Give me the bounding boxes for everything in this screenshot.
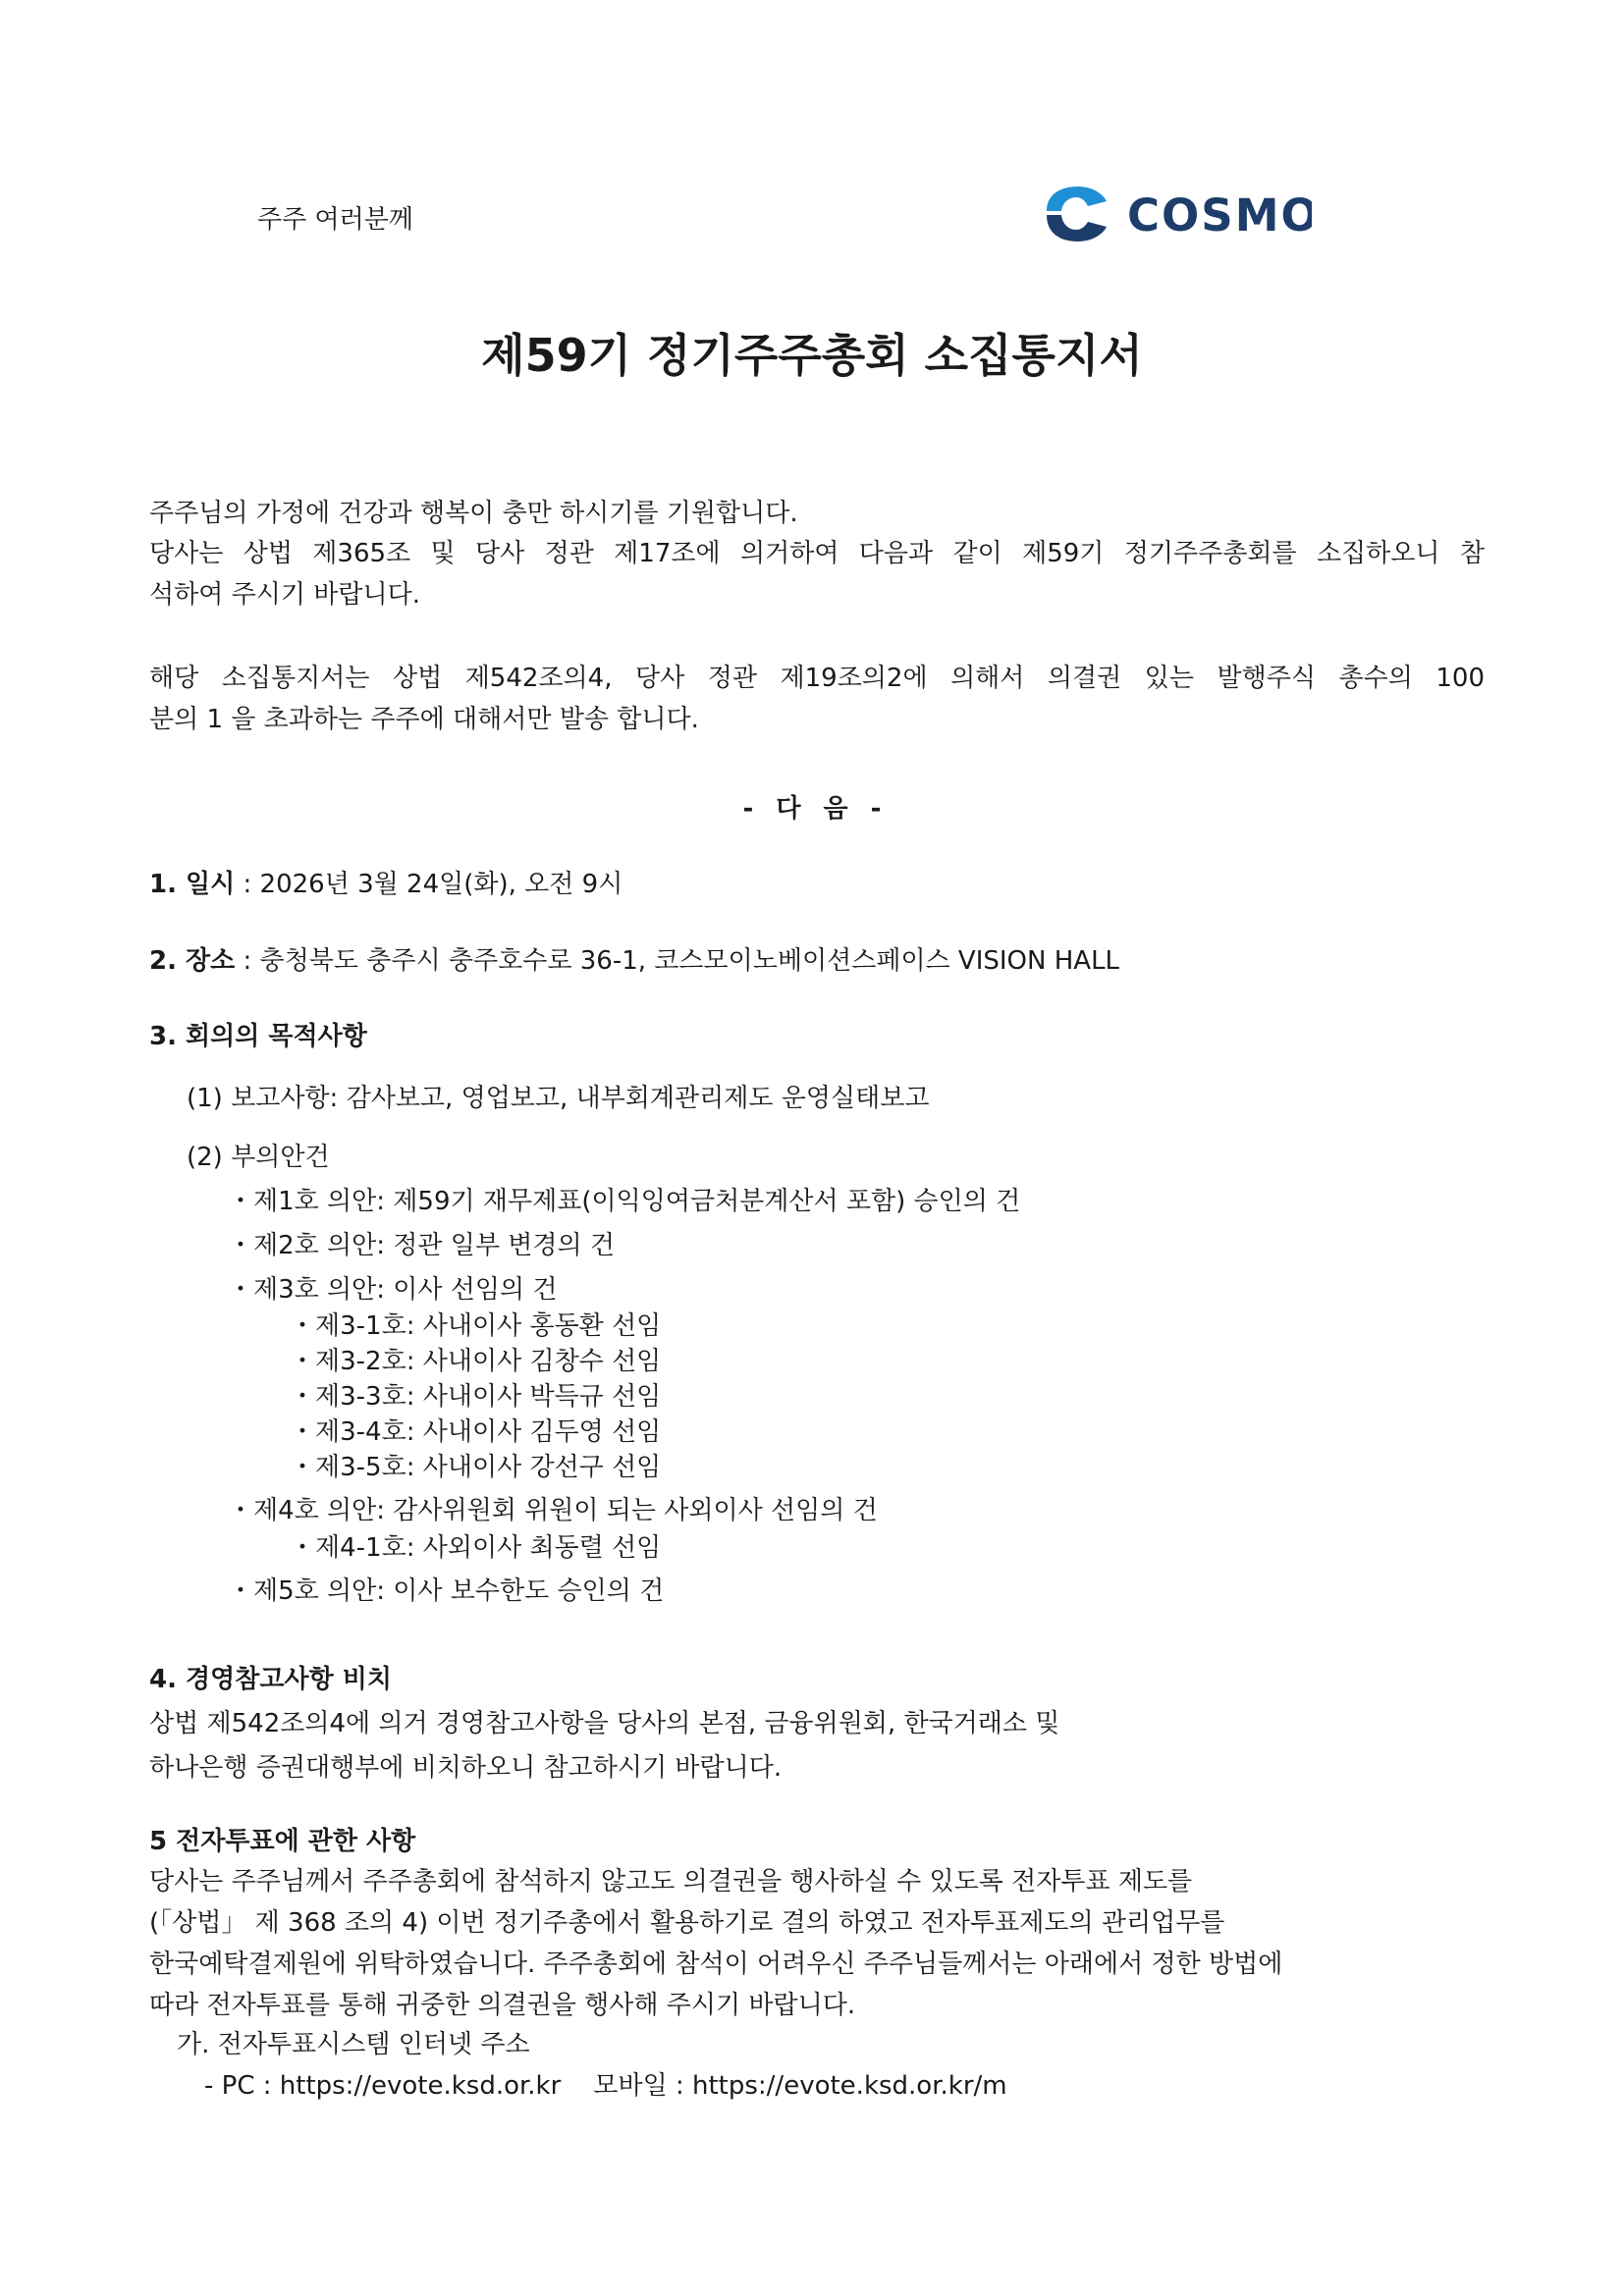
item-3-agenda-heading: (2) 부의안건 (187, 1143, 330, 1172)
item-1-date (149, 864, 623, 900)
item-2-label: 2. 장소 (149, 946, 236, 976)
item-2-value: : 충청북도 충주시 충주호수로 36-1, 코스모이노베이션스페이스 VISION HALL (235, 946, 1120, 976)
page-title: 제59기 정기주주총회 소집통지서 (481, 329, 1143, 382)
intro-line-2: 당사는 상법 제365조 및 당사 정관 제17조에 의거하여 다음과 같이 제59기 정기주주총회를 소집하오니 참 (149, 539, 1485, 568)
item-4-line-1: 상법 제542조의4에 의거 경영참고사항을 당사의 본점, 금융위원회, 한국거래소 및 (149, 1709, 1060, 1738)
item-1-value: : 2026년 3월 24일(화), 오전 9시 (235, 870, 623, 899)
intro-line-4: 해당 소집통지서는 상법 제542조의4, 당사 정관 제19조의2에 의해서 의결권 있는 발행주식 총수의 100 (149, 664, 1485, 693)
separator: - 다 음 - (742, 794, 882, 824)
intro-line-5: 분의 1 을 초과하는 주주에 대해서만 발송 합니다. (149, 705, 699, 734)
logo-text: COSMO (1127, 189, 1312, 241)
item-3-report: (1) 보고사항: 감사보고, 영업보고, 내부회계관리제도 운영실태보고 (187, 1084, 930, 1113)
agenda-sub-item: ・제3-5호: 사내이사 강선구 선임 (290, 1453, 662, 1482)
item-4-heading: 4. 경영참고사항 비치 (149, 1665, 392, 1694)
item-5-sub-a: 가. 전자투표시스템 인터넷 주소 (177, 2030, 530, 2059)
item-5-line-3: 한국예탁결제원에 위탁하였습니다. 주주총회에 참석이 어려우신 주주님들께서는 아래에서 정한 방법에 (149, 1949, 1283, 1979)
salutation: 주주 여러분께 (257, 205, 413, 235)
item-5-line-4: 따라 전자투표를 통해 귀중한 의결권을 행사해 주시기 바랍니다. (149, 1991, 856, 2020)
item-3-heading: 3. 회의의 목적사항 (149, 1022, 367, 1051)
agenda-item: ・제2호 의안: 정관 일부 변경의 건 (228, 1231, 616, 1260)
intro-line-1: 주주님의 가정에 건강과 행복이 충만 하시기를 기원합니다. (149, 499, 798, 528)
agenda-sub-item: ・제4-1호: 사외이사 최동렬 선임 (290, 1533, 662, 1563)
item-2-place (149, 940, 1119, 977)
company-logo (1039, 185, 1312, 243)
item-5-urls: - PC : https://evote.ksd.or.kr 모바일 : https://evote.ksd.or.kr/m (204, 2071, 1007, 2101)
item-5-line-2: (「상법」 제 368 조의 4) 이번 정기주총에서 활용하기로 결의 하였고 전자투표제도의 관리업무를 (149, 1908, 1225, 1938)
agenda-item: ・제4호 의안: 감사위원회 위원이 되는 사외이사 선임의 건 (228, 1496, 878, 1525)
agenda-sub-item: ・제3-3호: 사내이사 박득규 선임 (290, 1382, 662, 1412)
agenda-sub-item: ・제3-4호: 사내이사 김두영 선임 (290, 1417, 662, 1447)
item-4-line-2: 하나은행 증권대행부에 비치하오니 참고하시기 바랍니다. (149, 1753, 783, 1783)
item-5-line-1: 당사는 주주님께서 주주총회에 참석하지 않고도 의결권을 행사하실 수 있도록 전자투표 제도를 (149, 1867, 1193, 1896)
agenda-sub-item: ・제3-2호: 사내이사 김창수 선임 (290, 1347, 662, 1376)
agenda-item: ・제3호 의안: 이사 선임의 건 (228, 1275, 558, 1305)
item-5-heading: 5 전자투표에 관한 사항 (149, 1827, 416, 1856)
item-1-label: 1. 일시 (149, 870, 236, 899)
agenda-item: ・제5호 의안: 이사 보수한도 승인의 건 (228, 1576, 665, 1606)
agenda-item: ・제1호 의안: 제59기 재무제표(이익잉여금처분계산서 포함) 승인의 건 (228, 1187, 1021, 1216)
cosmo-logo-icon (1039, 185, 1312, 243)
agenda-sub-item: ・제3-1호: 사내이사 홍동환 선임 (290, 1311, 662, 1341)
intro-line-3: 석하여 주시기 바랍니다. (149, 580, 420, 610)
